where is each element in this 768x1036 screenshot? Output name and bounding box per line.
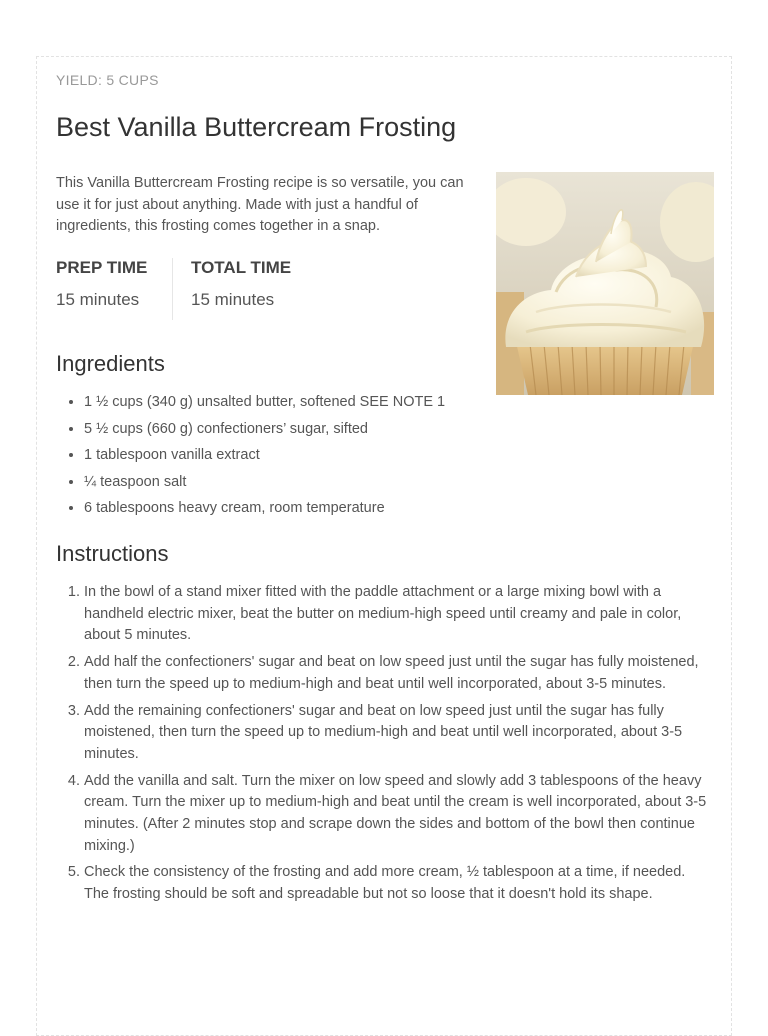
ingredients-heading: Ingredients	[56, 351, 165, 376]
recipe-times	[56, 258, 291, 320]
ingredient-item: • 1 tablespoon vanilla extract	[84, 444, 496, 471]
recipe-title: Best Vanilla Buttercream Frosting	[56, 112, 457, 142]
ingredients-list	[56, 391, 496, 524]
recipe-yield: YIELD: 5 CUPS	[56, 72, 159, 88]
total-time-value: 15 minutes	[191, 290, 275, 309]
instruction-step: 1. In the bowl of a stand mixer fitted with the paddle attachment or a large mixing bowl with a handheld electric mixer, beat the butter on medium-high speed until creamy and pale in color, about 5 minutes.	[84, 582, 712, 647]
cupcake-photo	[496, 172, 714, 395]
ingredient-item: • 1 ½ cups (340 g) unsalted butter, softened SEE NOTE 1	[84, 391, 496, 418]
instruction-step: 5. Check the consistency of the frosting and add more cream, ½ tablespoon at a time, if needed. The frosting should be soft and spreadable but not so loose that it doesn't hold its shape.	[84, 862, 712, 905]
prep-time-block	[56, 258, 173, 320]
instructions-heading: Instructions	[56, 541, 169, 566]
total-time-block	[173, 258, 291, 320]
instructions-list	[56, 582, 712, 911]
instruction-step: 3. Add the remaining confectioners' sugar and beat on low speed just until the sugar has fully moistened, then turn the speed up to medium-high and beat until well incorporated, about 3-5 minutes.	[84, 701, 712, 766]
ingredient-item: • ¼ teaspoon salt	[84, 471, 496, 498]
recipe-summary: This Vanilla Buttercream Frosting recipe is so versatile, you can use it for just about anything. Made with just a handful of ingredients, this frosting comes together in a snap.	[56, 175, 464, 234]
ingredient-item: • 5 ½ cups (660 g) confectioners’ sugar, sifted	[84, 418, 496, 445]
prep-time-value: 15 minutes	[56, 290, 140, 309]
cupcake-photo-icon	[496, 172, 714, 395]
instruction-step: 2. Add half the confectioners' sugar and beat on low speed just until the sugar has fully moistened, then turn the speed up to medium-high and beat until well incorporated, about 3-5 minutes.	[84, 652, 712, 695]
ingredient-item: • 6 tablespoons heavy cream, room temperature	[84, 497, 496, 524]
prep-time-label: PREP TIME	[56, 258, 148, 277]
total-time-label: TOTAL TIME	[191, 258, 292, 277]
instruction-step: 4. Add the vanilla and salt. Turn the mixer on low speed and slowly add 3 tablespoons of the heavy cream. Turn the mixer up to medium-high and beat until the cream is well incorporated, about 3-5 minutes. (After 2 minutes stop and scrape down the sides and bottom of the bowl then continue mixing.)	[84, 771, 712, 858]
